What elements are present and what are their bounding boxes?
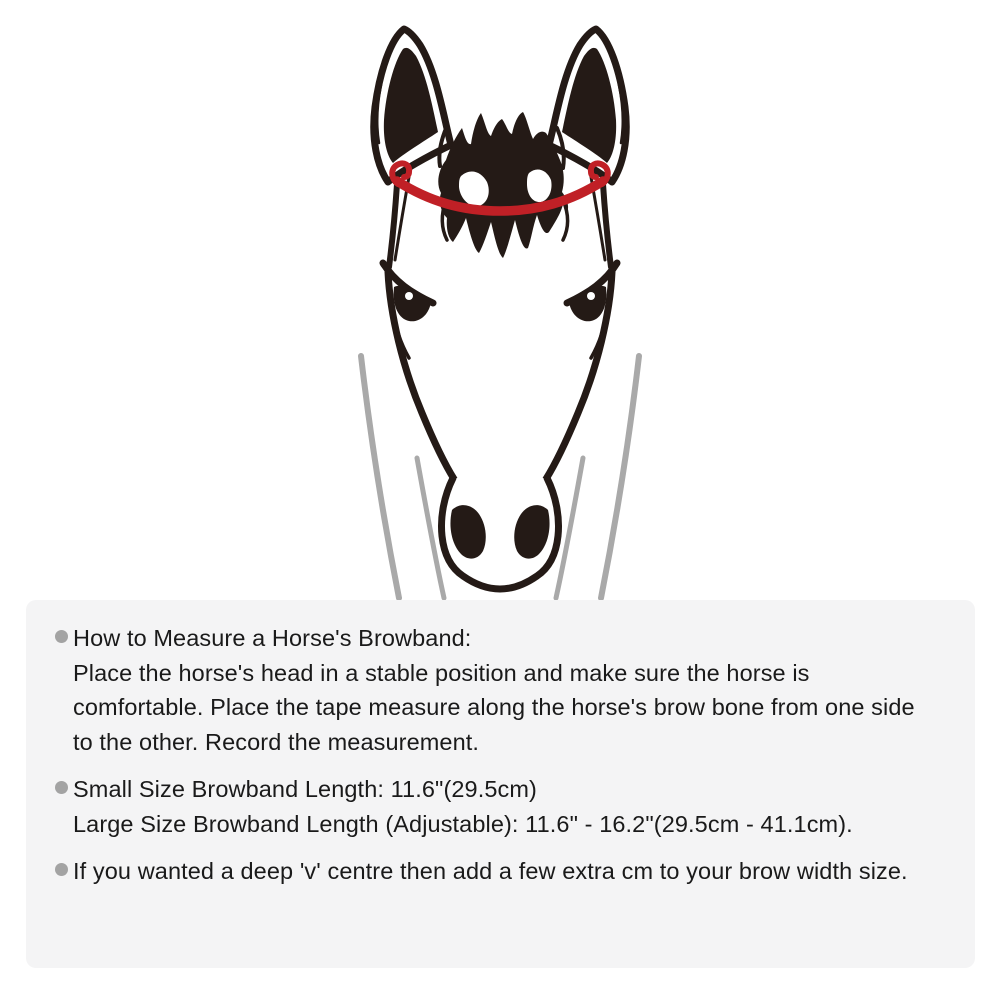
bullet-body: Large Size Browband Length (Adjustable): 11.6" - 16.2"(29.5cm - 41.1cm). bbox=[73, 810, 853, 837]
bullet-body: Place the horse's head in a stable position and make sure the horse is comfortable. Place the tape measure along the horse's brow bone from one side to the other. Record the measurement. bbox=[73, 659, 915, 755]
bullet-icon bbox=[55, 630, 68, 643]
horse-eye bbox=[394, 286, 431, 322]
list-item bbox=[55, 854, 941, 889]
horse-eye-highlight bbox=[405, 292, 413, 300]
list-item bbox=[55, 621, 941, 759]
bullet-title: If you wanted a deep 'v' centre then add a few extra cm to your brow width size. bbox=[73, 858, 908, 884]
bullet-icon bbox=[55, 781, 68, 794]
list-item bbox=[55, 772, 941, 841]
bullet-title: Small Size Browband Length: 11.6"(29.5cm) bbox=[73, 776, 537, 802]
bullet-icon bbox=[55, 863, 68, 876]
bullet-title: How to Measure a Horse's Browband: bbox=[73, 625, 472, 651]
info-box bbox=[26, 600, 975, 968]
